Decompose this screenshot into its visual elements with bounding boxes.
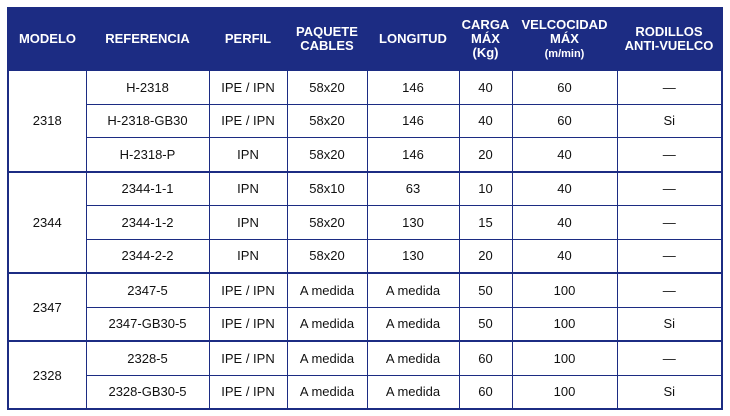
velocidad-cell: 60: [512, 104, 617, 138]
referencia-cell: 2344-2-2: [86, 239, 209, 273]
header-velocidad-max: VELCOCIDAD MÁX (m/min): [512, 8, 617, 70]
table-row: [8, 307, 722, 341]
perfil-cell: IPE / IPN: [209, 273, 287, 307]
rodillos-cell: —: [617, 273, 722, 307]
carga-cell: 20: [459, 138, 512, 172]
longitud-cell: A medida: [367, 375, 459, 409]
referencia-cell: 2328-GB30-5: [86, 375, 209, 409]
rodillos-cell: —: [617, 138, 722, 172]
referencia-cell: 2347-5: [86, 273, 209, 307]
rodillos-cell: —: [617, 70, 722, 104]
rodillos-cell: Si: [617, 307, 722, 341]
rodillos-cell: —: [617, 239, 722, 273]
modelo-cell: 2344: [8, 172, 86, 274]
header-rodillos-anti-vuelco: RODILLOS ANTI-VUELCO: [617, 8, 722, 70]
perfil-cell: IPN: [209, 206, 287, 240]
rodillos-cell: —: [617, 341, 722, 375]
perfil-cell: IPE / IPN: [209, 307, 287, 341]
longitud-cell: 146: [367, 138, 459, 172]
carga-cell: 60: [459, 341, 512, 375]
paquete-cell: 58x20: [287, 138, 367, 172]
paquete-cell: 58x10: [287, 172, 367, 206]
referencia-cell: 2344-1-1: [86, 172, 209, 206]
carga-cell: 10: [459, 172, 512, 206]
longitud-cell: 146: [367, 104, 459, 138]
table-row: [8, 375, 722, 409]
referencia-cell: 2328-5: [86, 341, 209, 375]
carga-cell: 60: [459, 375, 512, 409]
table-row: [8, 341, 722, 375]
modelo-cell: 2347: [8, 273, 86, 341]
table-row: [8, 273, 722, 307]
paquete-cell: A medida: [287, 273, 367, 307]
carga-cell: 15: [459, 206, 512, 240]
paquete-cell: 58x20: [287, 104, 367, 138]
velocidad-cell: 40: [512, 239, 617, 273]
rodillos-cell: —: [617, 172, 722, 206]
referencia-cell: 2347-GB30-5: [86, 307, 209, 341]
spec-table: [7, 7, 723, 410]
header-perfil: PERFIL: [209, 8, 287, 70]
paquete-cell: A medida: [287, 307, 367, 341]
modelo-cell: 2328: [8, 341, 86, 409]
velocidad-cell: 100: [512, 273, 617, 307]
paquete-cell: 58x20: [287, 239, 367, 273]
velocidad-cell: 100: [512, 375, 617, 409]
velocidad-cell: 100: [512, 341, 617, 375]
paquete-cell: A medida: [287, 375, 367, 409]
referencia-cell: H-2318: [86, 70, 209, 104]
perfil-cell: IPN: [209, 172, 287, 206]
carga-cell: 20: [459, 239, 512, 273]
table-row: [8, 172, 722, 206]
velocidad-cell: 60: [512, 70, 617, 104]
table-row: [8, 239, 722, 273]
header-carga-max: CARGA MÁX (Kg): [459, 8, 512, 70]
longitud-cell: 130: [367, 206, 459, 240]
longitud-cell: 63: [367, 172, 459, 206]
longitud-cell: A medida: [367, 307, 459, 341]
referencia-cell: H-2318-P: [86, 138, 209, 172]
modelo-cell: 2318: [8, 70, 86, 172]
header-paquete-cables: PAQUETE CABLES: [287, 8, 367, 70]
velocidad-cell: 40: [512, 138, 617, 172]
carga-cell: 40: [459, 70, 512, 104]
longitud-cell: A medida: [367, 341, 459, 375]
header-row: [8, 8, 722, 70]
longitud-cell: 146: [367, 70, 459, 104]
perfil-cell: IPE / IPN: [209, 375, 287, 409]
table-row: [8, 104, 722, 138]
perfil-cell: IPE / IPN: [209, 70, 287, 104]
velocidad-cell: 100: [512, 307, 617, 341]
perfil-cell: IPN: [209, 138, 287, 172]
perfil-cell: IPE / IPN: [209, 341, 287, 375]
paquete-cell: A medida: [287, 341, 367, 375]
referencia-cell: 2344-1-2: [86, 206, 209, 240]
table-row: [8, 70, 722, 104]
referencia-cell: H-2318-GB30: [86, 104, 209, 138]
header-longitud: LONGITUD: [367, 8, 459, 70]
table-row: [8, 138, 722, 172]
spec-table-container: [7, 7, 723, 410]
perfil-cell: IPE / IPN: [209, 104, 287, 138]
carga-cell: 50: [459, 273, 512, 307]
carga-cell: 50: [459, 307, 512, 341]
perfil-cell: IPN: [209, 239, 287, 273]
header-referencia: REFERENCIA: [86, 8, 209, 70]
paquete-cell: 58x20: [287, 70, 367, 104]
rodillos-cell: —: [617, 206, 722, 240]
longitud-cell: 130: [367, 239, 459, 273]
carga-cell: 40: [459, 104, 512, 138]
header-modelo: MODELO: [8, 8, 86, 70]
paquete-cell: 58x20: [287, 206, 367, 240]
longitud-cell: A medida: [367, 273, 459, 307]
table-row: [8, 206, 722, 240]
rodillos-cell: Si: [617, 375, 722, 409]
rodillos-cell: Si: [617, 104, 722, 138]
velocidad-cell: 40: [512, 172, 617, 206]
velocidad-cell: 40: [512, 206, 617, 240]
